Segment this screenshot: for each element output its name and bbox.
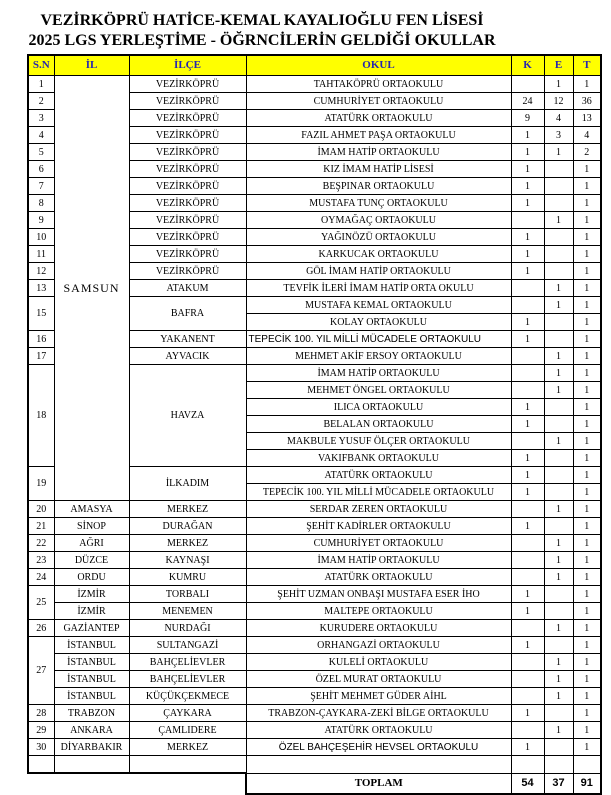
cell-e bbox=[544, 263, 573, 280]
cell-k bbox=[511, 620, 544, 637]
cell-okul: İMAM HATİP ORTAOKULU bbox=[246, 144, 511, 161]
cell-ilce: VEZİRKÖPRÜ bbox=[129, 178, 246, 195]
cell-okul: KOLAY ORTAOKULU bbox=[246, 314, 511, 331]
cell-k bbox=[511, 722, 544, 739]
cell-sn: 28 bbox=[28, 705, 54, 722]
cell-sn: 17 bbox=[28, 348, 54, 365]
cell-ilce: MENEMEN bbox=[129, 603, 246, 620]
column-header-ilce: İLÇE bbox=[129, 55, 246, 76]
cell-e: 1 bbox=[544, 280, 573, 297]
cell-t: 2 bbox=[573, 144, 601, 161]
cell-t: 1 bbox=[573, 195, 601, 212]
cell-t: 1 bbox=[573, 654, 601, 671]
cell-ilce: VEZİRKÖPRÜ bbox=[129, 195, 246, 212]
cell-k bbox=[511, 348, 544, 365]
table-row bbox=[28, 722, 601, 739]
cell-sn: 30 bbox=[28, 739, 54, 756]
cell-ilce: DURAĞAN bbox=[129, 518, 246, 535]
cell-t: 1 bbox=[573, 484, 601, 501]
table-row bbox=[28, 501, 601, 518]
cell-t: 1 bbox=[573, 297, 601, 314]
cell-okul: ATATÜRK ORTAOKULU bbox=[246, 467, 511, 484]
cell-sn: 11 bbox=[28, 246, 54, 263]
cell-sn: 15 bbox=[28, 297, 54, 331]
cell-sn bbox=[28, 756, 54, 774]
cell-ilce: SULTANGAZİ bbox=[129, 637, 246, 654]
cell-e bbox=[544, 450, 573, 467]
cell-sn: 7 bbox=[28, 178, 54, 195]
cell-t: 1 bbox=[573, 739, 601, 756]
cell-t: 13 bbox=[573, 110, 601, 127]
cell-k: 1 bbox=[511, 603, 544, 620]
cell-il: İSTANBUL bbox=[54, 688, 129, 705]
cell-e bbox=[544, 518, 573, 535]
cell-k: 1 bbox=[511, 246, 544, 263]
cell-e: 1 bbox=[544, 535, 573, 552]
cell-t: 1 bbox=[573, 416, 601, 433]
cell-k bbox=[511, 654, 544, 671]
cell-okul: OYMAĞAÇ ORTAOKULU bbox=[246, 212, 511, 229]
cell-k bbox=[511, 688, 544, 705]
cell-ilce: KÜÇÜKÇEKMECE bbox=[129, 688, 246, 705]
cell-e bbox=[544, 416, 573, 433]
cell-k bbox=[511, 212, 544, 229]
cell-t: 1 bbox=[573, 178, 601, 195]
cell-t: 1 bbox=[573, 705, 601, 722]
cell-ilce: NURDAĞI bbox=[129, 620, 246, 637]
cell-okul: ATATÜRK ORTAOKULU bbox=[246, 110, 511, 127]
cell-e: 1 bbox=[544, 433, 573, 450]
cell-sn: 29 bbox=[28, 722, 54, 739]
cell-e bbox=[544, 705, 573, 722]
cell-k: 1 bbox=[511, 314, 544, 331]
cell-il: İSTANBUL bbox=[54, 637, 129, 654]
cell-t: 4 bbox=[573, 127, 601, 144]
cell-t: 1 bbox=[573, 161, 601, 178]
cell-e bbox=[544, 603, 573, 620]
cell-sn bbox=[28, 773, 246, 794]
cell-sn: 12 bbox=[28, 263, 54, 280]
cell-e: 1 bbox=[544, 620, 573, 637]
cell-e: 37 bbox=[544, 773, 573, 794]
cell-k: 54 bbox=[511, 773, 544, 794]
cell-t: 1 bbox=[573, 212, 601, 229]
cell-okul: ŞEHİT MEHMET GÜDER AİHL bbox=[246, 688, 511, 705]
cell-il: SİNOP bbox=[54, 518, 129, 535]
cell-k bbox=[511, 569, 544, 586]
cell-ilce: VEZİRKÖPRÜ bbox=[129, 76, 246, 93]
table-row bbox=[28, 739, 601, 756]
cell-k bbox=[511, 382, 544, 399]
cell-e bbox=[544, 246, 573, 263]
cell-k: 9 bbox=[511, 110, 544, 127]
cell-e: 12 bbox=[544, 93, 573, 110]
cell-ilce bbox=[129, 756, 246, 774]
cell-okul: ÖZEL MURAT ORTAOKULU bbox=[246, 671, 511, 688]
cell-e bbox=[544, 637, 573, 654]
cell-il: AĞRI bbox=[54, 535, 129, 552]
cell-sn: 19 bbox=[28, 467, 54, 501]
cell-sn: 20 bbox=[28, 501, 54, 518]
cell-il: GAZİANTEP bbox=[54, 620, 129, 637]
cell-okul: BEŞPINAR ORTAOKULU bbox=[246, 178, 511, 195]
table-row bbox=[28, 637, 601, 654]
cell-sn: 1 bbox=[28, 76, 54, 93]
cell-k bbox=[511, 535, 544, 552]
cell-k: 1 bbox=[511, 484, 544, 501]
cell-sn: 3 bbox=[28, 110, 54, 127]
cell-t: 1 bbox=[573, 331, 601, 348]
cell-k: 1 bbox=[511, 263, 544, 280]
cell-okul: TRABZON-ÇAYKARA-ZEKİ BİLGE ORTAOKULU bbox=[246, 705, 511, 722]
cell-e: 1 bbox=[544, 569, 573, 586]
cell-ilce: KAYNAŞI bbox=[129, 552, 246, 569]
cell-ilce: VEZİRKÖPRÜ bbox=[129, 144, 246, 161]
cell-sn: 10 bbox=[28, 229, 54, 246]
cell-k: 1 bbox=[511, 416, 544, 433]
cell-t: 1 bbox=[573, 399, 601, 416]
cell-okul: SERDAR ZEREN ORTAOKULU bbox=[246, 501, 511, 518]
cell-e bbox=[544, 756, 573, 774]
column-header-t: T bbox=[573, 55, 601, 76]
cell-il: ORDU bbox=[54, 569, 129, 586]
cell-e bbox=[544, 178, 573, 195]
cell-k: 1 bbox=[511, 229, 544, 246]
cell-t: 1 bbox=[573, 348, 601, 365]
cell-okul: KURUDERE ORTAOKULU bbox=[246, 620, 511, 637]
cell-t: 1 bbox=[573, 620, 601, 637]
cell-k: 1 bbox=[511, 637, 544, 654]
cell-sn: 16 bbox=[28, 331, 54, 348]
cell-sn: 5 bbox=[28, 144, 54, 161]
cell-t: 1 bbox=[573, 603, 601, 620]
cell-sn: 21 bbox=[28, 518, 54, 535]
cell-e: 1 bbox=[544, 671, 573, 688]
cell-okul: KULELİ ORTAOKULU bbox=[246, 654, 511, 671]
cell-t: 1 bbox=[573, 382, 601, 399]
cell-t: 1 bbox=[573, 280, 601, 297]
cell-t: 1 bbox=[573, 671, 601, 688]
empty-row bbox=[28, 756, 601, 774]
cell-ilce: VEZİRKÖPRÜ bbox=[129, 93, 246, 110]
table-body bbox=[28, 76, 601, 794]
cell-okul: MUSTAFA TUNÇ ORTAOKULU bbox=[246, 195, 511, 212]
cell-ilce: VEZİRKÖPRÜ bbox=[129, 246, 246, 263]
table-row bbox=[28, 671, 601, 688]
cell-il: DİYARBAKIR bbox=[54, 739, 129, 756]
cell-okul bbox=[246, 756, 511, 774]
cell-okul: ATATÜRK ORTAOKULU bbox=[246, 722, 511, 739]
cell-ilce: VEZİRKÖPRÜ bbox=[129, 127, 246, 144]
cell-okul: TAHTAKÖPRÜ ORTAOKULU bbox=[246, 76, 511, 93]
cell-ilce: VEZİRKÖPRÜ bbox=[129, 161, 246, 178]
cell-sn: 27 bbox=[28, 637, 54, 705]
cell-e: 1 bbox=[544, 688, 573, 705]
cell-ilce: BAFRA bbox=[129, 297, 246, 331]
cell-k: 1 bbox=[511, 144, 544, 161]
cell-e bbox=[544, 331, 573, 348]
cell-ilce: ÇAYKARA bbox=[129, 705, 246, 722]
cell-e bbox=[544, 739, 573, 756]
cell-il: TRABZON bbox=[54, 705, 129, 722]
column-header-e: E bbox=[544, 55, 573, 76]
title-line-1: VEZİRKÖPRÜ HATİCE-KEMAL KAYALIOĞLU FEN LİSESİ bbox=[40, 12, 484, 29]
cell-t: 1 bbox=[573, 569, 601, 586]
cell-ilce: VEZİRKÖPRÜ bbox=[129, 229, 246, 246]
cell-e: 1 bbox=[544, 365, 573, 382]
cell-e bbox=[544, 229, 573, 246]
cell-ilce: MERKEZ bbox=[129, 501, 246, 518]
cell-k bbox=[511, 76, 544, 93]
cell-okul: İMAM HATİP ORTAOKULU bbox=[246, 365, 511, 382]
cell-okul: TEPECİK 100. YIL MİLLİ MÜCADELE ORTAOKULU bbox=[246, 331, 511, 348]
total-row bbox=[28, 773, 601, 794]
table-row bbox=[28, 603, 601, 620]
document-title bbox=[0, 0, 524, 51]
cell-e: 3 bbox=[544, 127, 573, 144]
cell-okul: MUSTAFA KEMAL ORTAOKULU bbox=[246, 297, 511, 314]
cell-t: 1 bbox=[573, 535, 601, 552]
cell-t: 1 bbox=[573, 467, 601, 484]
cell-ilce: YAKANENT bbox=[129, 331, 246, 348]
cell-e: 1 bbox=[544, 501, 573, 518]
table-header bbox=[28, 55, 601, 76]
cell-sn: 13 bbox=[28, 280, 54, 297]
cell-e: 1 bbox=[544, 144, 573, 161]
cell-sn: 9 bbox=[28, 212, 54, 229]
cell-t: 1 bbox=[573, 433, 601, 450]
cell-okul: VAKIFBANK ORTAOKULU bbox=[246, 450, 511, 467]
cell-ilce: VEZİRKÖPRÜ bbox=[129, 110, 246, 127]
cell-okul: GÖL İMAM HATİP ORTAOKULU bbox=[246, 263, 511, 280]
cell-k bbox=[511, 433, 544, 450]
cell-k bbox=[511, 671, 544, 688]
cell-il: İZMİR bbox=[54, 586, 129, 603]
cell-k bbox=[511, 501, 544, 518]
cell-il: İSTANBUL bbox=[54, 671, 129, 688]
cell-k: 1 bbox=[511, 161, 544, 178]
cell-il: İZMİR bbox=[54, 603, 129, 620]
cell-t: 36 bbox=[573, 93, 601, 110]
table-row bbox=[28, 76, 601, 93]
cell-k: 1 bbox=[511, 739, 544, 756]
cell-ilce: TORBALI bbox=[129, 586, 246, 603]
cell-ilce: İLKADIM bbox=[129, 467, 246, 501]
cell-e bbox=[544, 467, 573, 484]
cell-t bbox=[573, 756, 601, 774]
cell-k: 24 bbox=[511, 93, 544, 110]
cell-il: SAMSUN bbox=[54, 76, 129, 501]
table-row bbox=[28, 518, 601, 535]
cell-il: İSTANBUL bbox=[54, 654, 129, 671]
cell-sn: 6 bbox=[28, 161, 54, 178]
cell-il: DÜZCE bbox=[54, 552, 129, 569]
cell-e bbox=[544, 195, 573, 212]
cell-k: 1 bbox=[511, 450, 544, 467]
cell-k bbox=[511, 756, 544, 774]
table-row bbox=[28, 535, 601, 552]
cell-k: 1 bbox=[511, 178, 544, 195]
table-row bbox=[28, 705, 601, 722]
cell-t: 1 bbox=[573, 246, 601, 263]
cell-e bbox=[544, 399, 573, 416]
cell-okul: KARKUCAK ORTAOKULU bbox=[246, 246, 511, 263]
cell-ilce: MERKEZ bbox=[129, 739, 246, 756]
cell-k bbox=[511, 297, 544, 314]
cell-okul: CUMHURİYET ORTAOKULU bbox=[246, 535, 511, 552]
cell-t: 1 bbox=[573, 722, 601, 739]
cell-okul: BELALAN ORTAOKULU bbox=[246, 416, 511, 433]
cell-ilce: HAVZA bbox=[129, 365, 246, 467]
placement-table bbox=[27, 54, 602, 795]
cell-sn: 26 bbox=[28, 620, 54, 637]
table-row bbox=[28, 688, 601, 705]
table-row bbox=[28, 620, 601, 637]
cell-k bbox=[511, 280, 544, 297]
cell-okul: CUMHURİYET ORTAOKULU bbox=[246, 93, 511, 110]
cell-t: 1 bbox=[573, 314, 601, 331]
cell-e: 1 bbox=[544, 212, 573, 229]
cell-k: 1 bbox=[511, 195, 544, 212]
cell-ilce: BAHÇELİEVLER bbox=[129, 654, 246, 671]
cell-k: 1 bbox=[511, 467, 544, 484]
cell-e: 1 bbox=[544, 722, 573, 739]
cell-sn: 8 bbox=[28, 195, 54, 212]
cell-ilce: KUMRU bbox=[129, 569, 246, 586]
cell-sn: 24 bbox=[28, 569, 54, 586]
cell-t: 1 bbox=[573, 365, 601, 382]
cell-k bbox=[511, 365, 544, 382]
table-row bbox=[28, 552, 601, 569]
cell-okul: MALTEPE ORTAOKULU bbox=[246, 603, 511, 620]
cell-sn: 22 bbox=[28, 535, 54, 552]
cell-okul: ŞEHİT KADİRLER ORTAOKULU bbox=[246, 518, 511, 535]
cell-okul: ORHANGAZİ ORTAOKULU bbox=[246, 637, 511, 654]
cell-t: 1 bbox=[573, 518, 601, 535]
cell-sn: 23 bbox=[28, 552, 54, 569]
column-header-sn: S.N bbox=[28, 55, 54, 76]
cell-t: 1 bbox=[573, 586, 601, 603]
cell-sn: 25 bbox=[28, 586, 54, 620]
cell-okul: MEHMET ÖNGEL ORTAOKULU bbox=[246, 382, 511, 399]
column-header-okul: OKUL bbox=[246, 55, 511, 76]
cell-ilce: AYVACIK bbox=[129, 348, 246, 365]
cell-ilce: BAHÇELİEVLER bbox=[129, 671, 246, 688]
column-header-k: K bbox=[511, 55, 544, 76]
cell-sn: 4 bbox=[28, 127, 54, 144]
cell-e: 1 bbox=[544, 76, 573, 93]
cell-e: 1 bbox=[544, 552, 573, 569]
cell-sn: 2 bbox=[28, 93, 54, 110]
cell-t: 1 bbox=[573, 552, 601, 569]
cell-okul: MAKBULE YUSUF ÖLÇER ORTAOKULU bbox=[246, 433, 511, 450]
cell-sn: 18 bbox=[28, 365, 54, 467]
cell-t: 1 bbox=[573, 637, 601, 654]
cell-e: 1 bbox=[544, 382, 573, 399]
cell-ilce: ATAKUM bbox=[129, 280, 246, 297]
cell-t: 1 bbox=[573, 263, 601, 280]
table-row bbox=[28, 569, 601, 586]
cell-k: 1 bbox=[511, 127, 544, 144]
header-row bbox=[28, 55, 601, 76]
cell-t: 1 bbox=[573, 501, 601, 518]
cell-e: 1 bbox=[544, 654, 573, 671]
cell-k: 1 bbox=[511, 705, 544, 722]
cell-ilce: VEZİRKÖPRÜ bbox=[129, 263, 246, 280]
cell-k bbox=[511, 552, 544, 569]
cell-t: 1 bbox=[573, 76, 601, 93]
cell-t: 1 bbox=[573, 229, 601, 246]
cell-k: 1 bbox=[511, 331, 544, 348]
table-row bbox=[28, 654, 601, 671]
cell-k: 1 bbox=[511, 399, 544, 416]
cell-okul: YAĞINÖZÜ ORTAOKULU bbox=[246, 229, 511, 246]
cell-ilce: ÇAMLIDERE bbox=[129, 722, 246, 739]
cell-okul: ILICA ORTAOKULU bbox=[246, 399, 511, 416]
cell-t: 91 bbox=[573, 773, 601, 794]
cell-okul: TOPLAM bbox=[246, 773, 511, 794]
cell-k: 1 bbox=[511, 518, 544, 535]
cell-okul: İMAM HATİP ORTAOKULU bbox=[246, 552, 511, 569]
title-line-2: 2025 LGS YERLEŞTİME - ÖĞRNCİLERİN GELDİĞİ OKULLAR bbox=[28, 32, 496, 49]
cell-il: ANKARA bbox=[54, 722, 129, 739]
cell-e: 1 bbox=[544, 348, 573, 365]
cell-e bbox=[544, 484, 573, 501]
cell-t: 1 bbox=[573, 450, 601, 467]
cell-okul: KIZ İMAM HATİP LİSESİ bbox=[246, 161, 511, 178]
cell-e: 4 bbox=[544, 110, 573, 127]
cell-e bbox=[544, 161, 573, 178]
cell-okul: TEPECİK 100. YIL MİLLİ MÜCADELE ORTAOKULU bbox=[246, 484, 511, 501]
column-header-il: İL bbox=[54, 55, 129, 76]
cell-e bbox=[544, 314, 573, 331]
cell-k: 1 bbox=[511, 586, 544, 603]
cell-ilce: VEZİRKÖPRÜ bbox=[129, 212, 246, 229]
cell-okul: ŞEHİT UZMAN ONBAŞI MUSTAFA ESER İHO bbox=[246, 586, 511, 603]
cell-t: 1 bbox=[573, 688, 601, 705]
table-row bbox=[28, 586, 601, 603]
cell-il: AMASYA bbox=[54, 501, 129, 518]
cell-okul: FAZIL AHMET PAŞA ORTAOKULU bbox=[246, 127, 511, 144]
cell-okul: ATATÜRK ORTAOKULU bbox=[246, 569, 511, 586]
cell-e: 1 bbox=[544, 297, 573, 314]
cell-il bbox=[54, 756, 129, 774]
cell-ilce: MERKEZ bbox=[129, 535, 246, 552]
cell-okul: ÖZEL BAHÇEŞEHİR HEVSEL ORTAOKULU bbox=[246, 739, 511, 756]
cell-e bbox=[544, 586, 573, 603]
cell-okul: MEHMET AKİF ERSOY ORTAOKULU bbox=[246, 348, 511, 365]
cell-okul: TEVFİK İLERİ İMAM HATİP ORTA OKULU bbox=[246, 280, 511, 297]
